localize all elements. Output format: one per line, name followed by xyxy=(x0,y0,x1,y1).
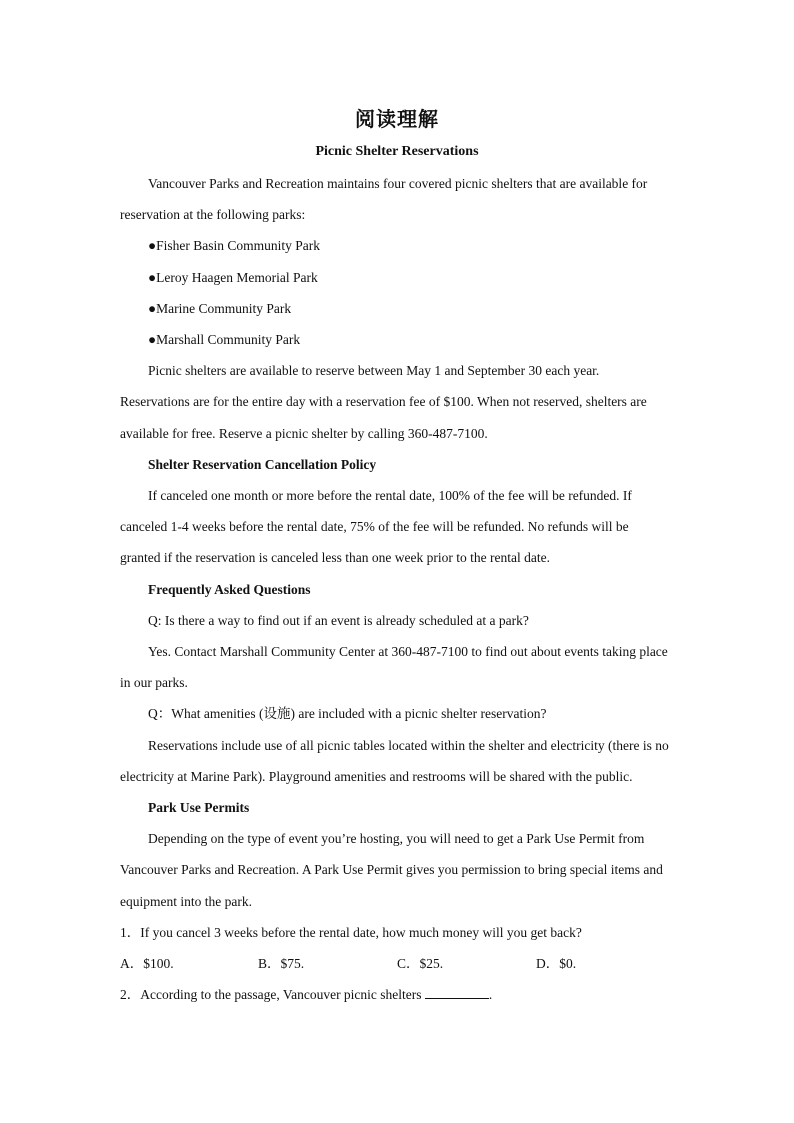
permits-heading: Park Use Permits xyxy=(148,800,250,816)
intro-paragraph: Vancouver Parks and Recreation maintains four covered picnic shelters that are available for reservation at the following parks: xyxy=(120,176,648,223)
option-a[interactable]: A．$100. xyxy=(120,956,174,972)
park-list-item: ●Marshall Community Park xyxy=(148,332,301,348)
question-1-options xyxy=(120,948,672,979)
cancellation-heading: Shelter Reservation Cancellation Policy xyxy=(148,456,377,472)
passage-body xyxy=(120,168,672,1010)
question-2-stem: 2．According to the passage, Vancouver picnic shelters xyxy=(120,987,422,1003)
question-2-tail: . xyxy=(488,987,493,1003)
faq-answer-2: Reservations include use of all picnic tables located within the shelter and electricity (there is no electricity at Marine Park). Playground amenities and restrooms will be shared with the public. xyxy=(120,737,669,784)
option-c[interactable]: C．$25. xyxy=(397,956,444,972)
question-2 xyxy=(120,979,672,1010)
park-list-item: ●Fisher Basin Community Park xyxy=(148,238,321,254)
page-title: 阅读理解 xyxy=(355,107,439,131)
answer-blank[interactable] xyxy=(425,984,489,999)
option-d[interactable]: D．$0. xyxy=(536,956,577,972)
permits-paragraph: Depending on the type of event you’re hosting, you will need to get a Park Use Permit from Vancouver Parks and Recreation. A Park Use Permit gives you permission to bring special items and equipment into the park. xyxy=(120,831,663,909)
faq-heading: Frequently Asked Questions xyxy=(148,581,311,597)
faq-question-1: Q: Is there a way to find out if an event is already scheduled at a park? xyxy=(148,612,529,628)
faq-question-2: Q：What amenities (设施) are included with a picnic shelter reservation? xyxy=(148,706,547,722)
faq-answer-1: Yes. Contact Marshall Community Center at 360-487-7100 to find out about events taking place in our parks. xyxy=(120,644,668,691)
park-list-item: ●Leroy Haagen Memorial Park xyxy=(148,269,318,285)
option-b[interactable]: B．$75. xyxy=(258,956,305,972)
cancellation-paragraph: If canceled one month or more before the rental date, 100% of the fee will be refunded. If canceled 1-4 weeks before the rental date, 75% of the fee will be refunded. No refunds will be granted if the reservation is canceled less than one week prior to the rental date. xyxy=(120,488,632,566)
passage-title: Picnic Shelter Reservations xyxy=(315,144,479,159)
availability-paragraph: Picnic shelters are available to reserve between May 1 and September 30 each year. Reservations are for the entire day with a reservation fee of $100. When not reserved, shelters are available for free. Reserve a picnic shelter by calling 360-487-7100. xyxy=(120,363,647,441)
question-1-stem: 1．If you cancel 3 weeks before the rental date, how much money will you get back? xyxy=(120,924,582,940)
park-list-item: ●Marine Community Park xyxy=(148,300,292,316)
